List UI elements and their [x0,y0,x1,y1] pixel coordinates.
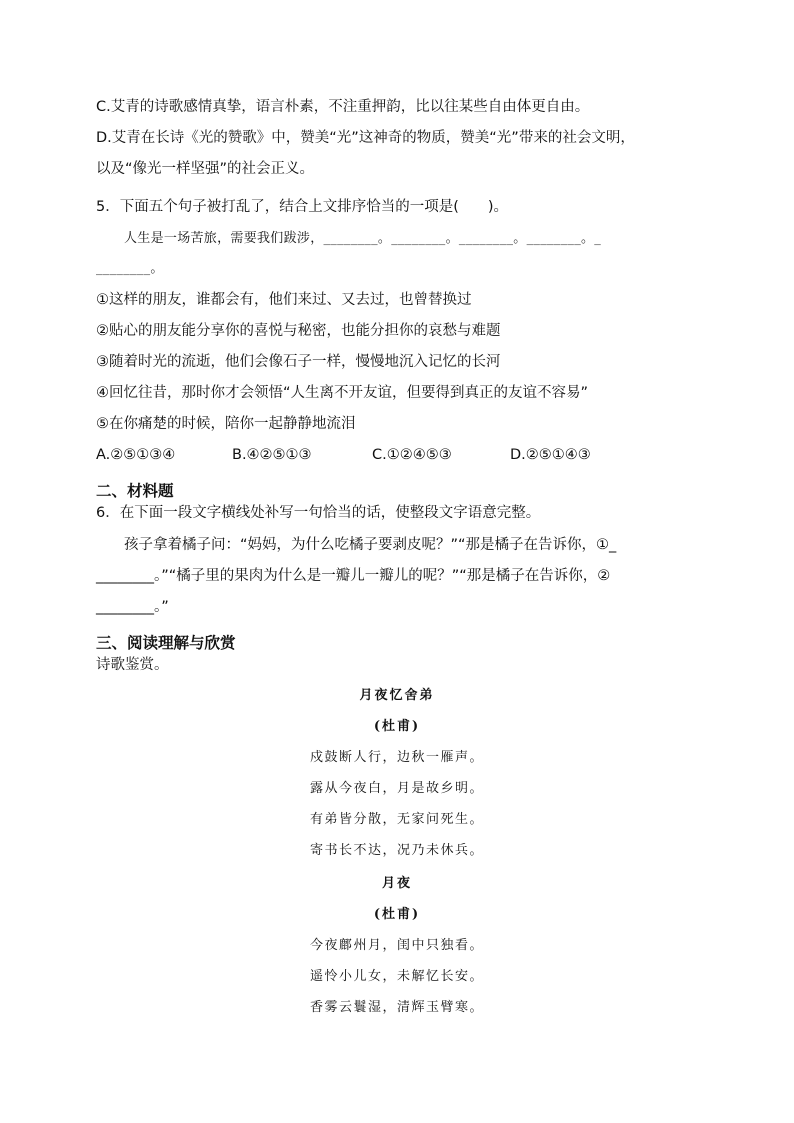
q5-option-c: C.①②④⑤③ [372,447,452,463]
q5-sentence-line2: ________。 [96,261,164,276]
poem1-line: 有弟皆分散，无家问死生。 [309,812,484,827]
poem2-author: (杜甫) [373,907,421,922]
section2-heading: 二、材料题 [96,482,174,500]
q6-paragraph-line3: ________。” [96,599,169,615]
section3-intro: 诗歌鉴赏。 [96,657,169,673]
poem2-title: 月夜 [381,876,412,891]
poem1-line: 戍鼓断人行，边秋一雁声。 [309,750,484,765]
q6-paragraph-line2: ________。”“橘子里的果肉为什么是一瓣儿一瓣儿的呢？”“那是橘子在告诉你，② [96,568,611,584]
poem1-title: 月夜忆舍弟 [359,688,435,703]
poem2-line: 今夜鄜州月，闺中只独看。 [309,938,484,953]
q5-option-a: A.②⑤①③④ [96,447,176,463]
q6-stem: 6．在下面一段文字横线处补写一句恰当的话，使整段文字语意完整。 [96,505,541,521]
q5-item: ⑤在你痛楚的时候，陪你一起静静地流泪 [96,416,356,432]
poem2-line: 香雾云鬟湿，清辉玉臂寒。 [309,1000,484,1015]
poem1-line: 露从今夜白，月是故乡明。 [309,781,484,796]
q5-sentence-line1: 人生是一场苦旅，需要我们跋涉，________。________。________。________。_ [124,231,602,246]
q4-option-c: C.艾青的诗歌感情真挚，语言朴素，不注重押韵，比以往某些自由体更自由。 [96,99,590,115]
q5-item: ③随着时光的流逝，他们会像石子一样，慢慢地沉入记忆的长河 [96,354,501,370]
q5-item: ②贴心的朋友能分享你的喜悦与秘密，也能分担你的哀愁与难题 [96,323,501,339]
section3-heading: 三、阅读理解与欣赏 [96,634,236,652]
q5-stem: 5．下面五个句子被打乱了，结合上文排序恰当的一项是( )。 [96,199,509,215]
poem2-line: 遥怜小儿女，未解忆长安。 [309,969,484,984]
q6-paragraph-line1: 孩子拿着橘子问：“妈妈，为什么吃橘子要剥皮呢？”“那是橘子在告诉你，①_ [124,537,617,553]
q5-option-b: B.④②⑤①③ [232,447,312,463]
q4-option-d-line1: D.艾青在长诗《光的赞歌》中，赞美“光”这神奇的物质，赞美“光”带来的社会文明， [96,130,635,146]
q5-option-d: D.②⑤①④③ [510,447,591,463]
poem1-author: (杜甫) [373,719,421,734]
q5-item: ④回忆往昔，那时你才会领悟“人生离不开友谊，但要得到真正的友谊不容易” [96,385,589,401]
poem1-line: 寄书长不达，况乃未休兵。 [309,843,484,858]
q4-option-d-line2: 以及“像光一样坚强”的社会正义。 [96,161,315,177]
q5-item: ①这样的朋友，谁都会有，他们来过、又去过，也曾替换过 [96,292,472,308]
